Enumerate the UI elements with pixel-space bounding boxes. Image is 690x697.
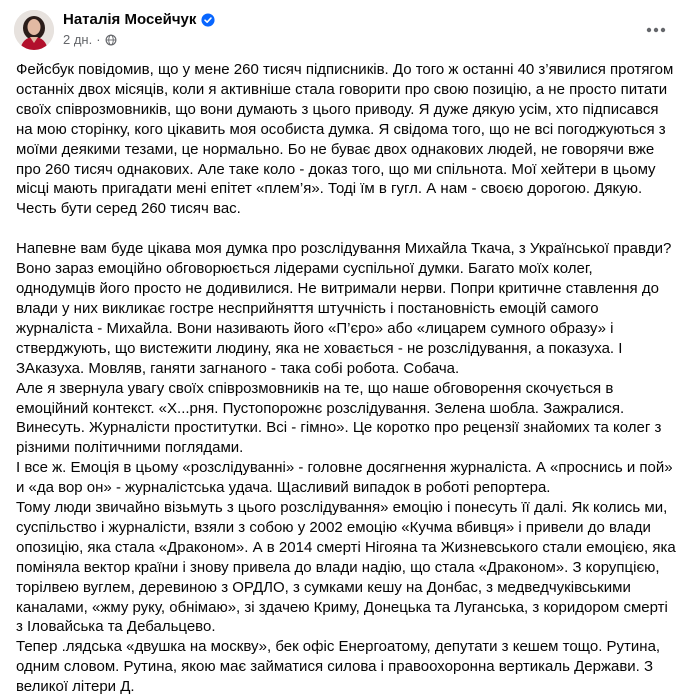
post-body	[16, 60, 676, 697]
post-paragraph: Напевне вам буде цікава моя думка про розслідування Михайла Ткача, з Української правди? Воно зараз емоційно обговорюється лідерами суспільної думки. Багато моїх колег, однодумців його просто не додивилися. Не витримали нерви. Попри критичне ставлення до влади у них викликає гостре несприйняття штучність і постановність емоцій самого журналіста - Михайла. Вони називають його «П’єро» або «лицарем сумного образу» і стверджують, що вистежити людину, яка не ховається - не розслідування, а показуха. І ЗАказуха. Мовляв, ганяти загнаного - така собі робота. Собача.	[16, 240, 672, 377]
avatar-portrait-icon	[14, 10, 54, 50]
post-paragraph: І все ж. Емоція в цьому «розслідуванні» - головне досягнення журналіста. А «проснись и пой» и «да вор он» - журналістська удача. Щасливий випадок в роботі репортера.	[16, 459, 673, 497]
post-meta	[63, 32, 117, 47]
post-paragraph: Тому люди звичайно візьмуть з цього розслідування» емоцію і понесуть її далі. Як колись ми, суспільство і журналісти, взяли з собою у 2002 емоцію «Кучма вбивця» і привели до влади опозицію, яка стала «Драконом». А в 2014 смерті Нігояна та Жизневського стали емоцією, яка поміняла вектор країни і знову привела до влади надію, що стала «Драконом». З корупцією, торілвею вуглем, деревиною з ОРДЛО, з сумками кешу на Донбас, з медведчуківськими каналами, «жму руку, обнімаю», зі здачею Криму, Донецька та Луганська, з коридором смерті з Іловайська та Дебальцево.	[16, 499, 676, 636]
post-header	[12, 8, 678, 52]
post-timestamp[interactable]: 2 дн.	[63, 32, 93, 47]
meta-separator: ·	[96, 32, 101, 47]
author-name[interactable]: Наталія Мосейчук	[63, 11, 197, 28]
post-paragraph: Фейсбук повідомив, що у мене 260 тисяч підписників. До того ж останні 40 з’явилися протягом останніх двох місяців, коли я активніше стала говорити про свою позицію, а не просто питати своїх співрозмовників, що вони думають з цього приводу. Я дуже дякую усім, хто підписався на мою сторінку, кого цікавить моя особиста думка. Я свідома того, що не всі погоджуються з моїми деякими тезами, це нормально. Бо не буває двох однакових людей, не говорячи вже про 260 тисяч однакових. Але таке коло - доказ того, що ми спільнота. Мої хейтери в цьому місці мають пригадати мені епітет «плем’я». Тоді їм в гугл. А нам - своєю дорогою. Дякую. Честь бути серед 260 тисяч вас.	[16, 61, 674, 218]
globe-icon[interactable]	[105, 34, 117, 46]
post-paragraph: Тепер .лядська «двушка на москву», бек офіс Енергоатому, депутати з кешем тощо. Рутина, одним словом. Рутина, якою має займатися силова і правоохоронна вертикаль Держави. З великої літери Д.	[16, 638, 661, 696]
more-options-icon	[646, 27, 666, 33]
post-paragraph: Але я звернула увагу своїх співрозмовників на те, що наше обговорення скочується в емоційний контекст. «Х...рня. Пустопорожнє розслідування. Зелена шобла. Зажралися. Винесуть. Журналісти проститутки. Всі - гімно». Це коротко про рецензії знайомих та колег з різними політичними поглядами.	[16, 379, 662, 457]
author-avatar[interactable]	[14, 10, 54, 50]
more-options-button[interactable]	[638, 12, 674, 48]
verified-badge-icon	[201, 13, 215, 27]
